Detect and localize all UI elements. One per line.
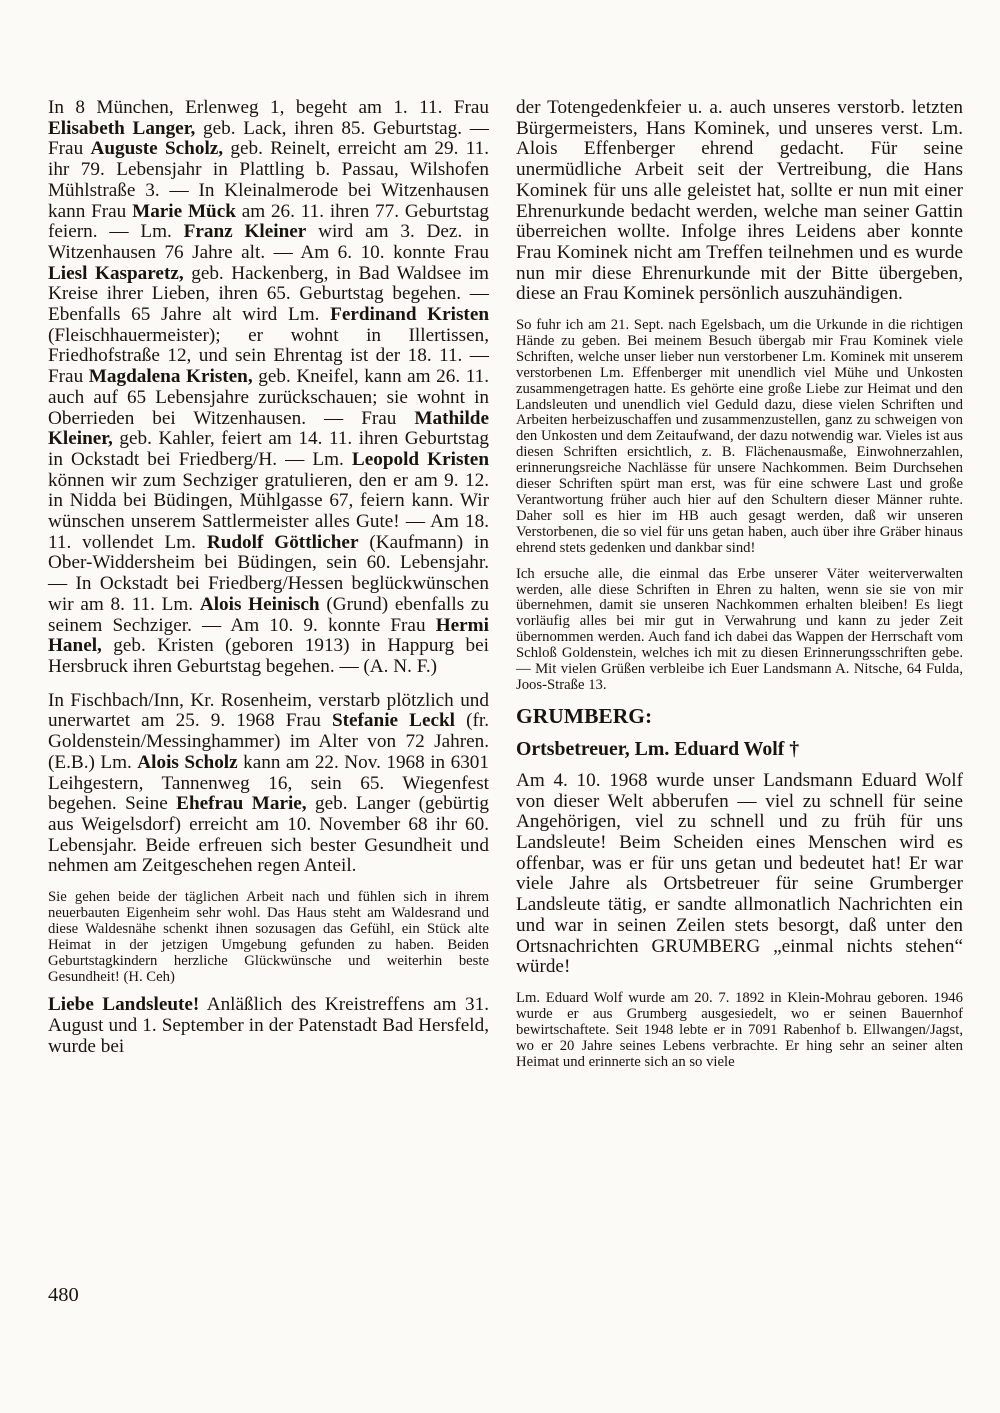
obituary-and-birthday-paragraph: In Fischbach/Inn, Kr. Rosenheim, verstarb plötzlich und unerwartet am 25. 9. 1968 Frau Stefanie Leckl (fr. Goldenstein/Messinghammer) im Alter von 72 Jahren. (E.B.) Lm. Alois Scholz kann am 22. Nov. 1968 in 6301 Leihgestern, Tannenweg 16, sein 65. Wiegenfest begehen. Seine Ehefrau Marie, geb. Langer (gebürtig aus Weigelsdorf) erreicht am 10. November 68 ihr 60. Lebensjahr. Beide erfreuen sich bester Gesundheit und nehmen am Zeitgeschehen regen Anteil. xyxy=(48,689,489,877)
grumberg-heading: GRUMBERG: xyxy=(516,703,653,728)
left-text-column xyxy=(48,98,489,1071)
memorial-ceremony-paragraph: der Totengedenkfeier u. a. auch unseres verstorb. letzten Bürgermeisters, Hans Kominek, und unseres verst. Lm. Alois Effenberger ehrend gedacht. Für seine unermüdliche Arbeit seit der Vertreibung, die Hans Kominek für uns alle geleistet hat, sollte er nun mit einer Ehrenurkunde bedacht werden, welche man seiner Gattin überreichen wollte. Infolge ihres Leidens aber konnte Frau Kominek nicht am Treffen teilnehmen und es wurde nun mir diese Ehrenurkunde mit der Bitte übergeben, diese an Frau Kominek persönlich auszuhändigen. xyxy=(516,97,963,305)
page-number: 480 xyxy=(48,1284,79,1306)
ortsbetreuer-subheading: Ortsbetreuer, Lm. Eduard Wolf † xyxy=(516,737,800,760)
egelsbach-visit-paragraph: So fuhr ich am 21. Sept. nach Egelsbach, um die Urkunde in die richtigen Hände zu geben. Bei meinem Besuch übergab mir Frau Kominek viele Schriften, welche unser lieber nun verstorbener Lm. Kominek mit unserem verstorbenen Lm. Effenberger mit unendlich viel Mühe und Unkosten zusammengetragen hatte. Es gehörte eine große Liebe zur Heimat und den Landsleuten und unendlich viel Geduld dazu, diese vielen Schriften und Arbeiten herbeizuschaffen und zusammenzustellen, ganz zu schweigen von den Unkosten und dem Zeitaufwand, der dazu notwendig war. Vieles ist aus diesen Schriften ersichtlich, z. B. Flächenausmaße, Einwohnerzahlen, erinnerungsreiche Nachlässe für unsere Nachkommen. Beim Durchsehen dieser Schriften spürt man erst, was für eine schwere Last und große Verantwortung früher auch hier auf den Schultern dieser Männer ruhte. Daher soll es hier im HB auch gesagt werden, daß wir unseren Verstorbenen, die so viel für uns getan haben, auch über ihre Gräber hinaus ehrend stets gedenken und dankbar sind! xyxy=(516,317,963,556)
birthday-announcements-paragraph: In 8 München, Erlenweg 1, begeht am 1. 11. Frau Elisabeth Langer, geb. Lack, ihren 85. Geburtstag. — Frau Auguste Scholz, geb. Reinelt, erreicht am 29. 11. ihr 79. Lebensjahr in Plattling b. Passau, Wilshofen Mühlstraße 3. — In Kleinalmerode bei Witzenhausen kann Frau Marie Mück am 26. 11. ihren 77. Geburtstag feiern. — Lm. Franz Kleiner wird am 3. Dez. in Witzenhausen 76 Jahre alt. — Am 6. 10. konnte Frau Liesl Kasparetz, geb. Hackenberg, in Bad Waldsee im Kreise ihrer Lieben, ihren 65. Geburtstag begehen. — Ebenfalls 65 Jahre alt wird Lm. Ferdinand Kristen (Fleischhauermeister); er wohnt in Illertissen, Friedhofstraße 12, und sein Ehrentag ist der 18. 11. — Frau Magdalena Kristen, geb. Kneifel, kann am 26. 11. auch auf 65 Lebensjahre zurückschauen; sie wohnt in Oberrieden bei Witzenhausen. — Frau Mathilde Kleiner, geb. Kahler, feiert am 14. 11. ihren Geburtstag in Ockstadt bei Friedberg/H. — Lm. Leopold Kristen können wir zum Sechziger gratulieren, den er am 9. 12. in Nidda bei Büdingen, Mühlgasse 67, feiern kann. Wir wünschen unserem Sattlermeister alles Gute! — Am 18. 11. vollendet Lm. Rudolf Göttlicher (Kaufmann) in Ober-Widdersheim bei Büdingen, sein 60. Lebensjahr. — In Ockstadt bei Friedberg/Hessen beglückwünschen wir am 8. 11. Lm. Alois Heinisch (Grund) ebenfalls zu seinem Sechziger. — Am 10. 9. konnte Frau Hermi Hanel, geb. Kristen (geboren 1913) in Happurg bei Hersbruck ihren Geburtstag begehen. — (A. N. F.) xyxy=(48,97,490,677)
liebe-landsleute-paragraph: Liebe Landsleute! Anläßlich des Kreistreffens am 31. August und 1. September in der Patenstadt Bad Hersfeld, wurde bei xyxy=(48,994,489,1057)
eduard-wolf-biography-paragraph: Lm. Eduard Wolf wurde am 20. 7. 1892 in Klein-Mohrau geboren. 1946 wurde er aus Grumberg ausgesiedelt, wo er seinen Bauernhof bewirtschaftete. Seit 1948 lebte er in 7091 Rabenhof b. Ellwangen/Jagst, wo er 20 Jahre seines Lebens verbrachte. Er hing sehr an seiner alten Heimat und erinnerte sich an so viele xyxy=(516,989,963,1070)
right-text-column xyxy=(516,98,963,1080)
eduard-wolf-obituary-paragraph: Am 4. 10. 1968 wurde unser Landsmann Eduard Wolf von dieser Welt abberufen — viel zu schnell für seine Angehörigen, viel zu schnell und zu früh für uns Landsleute! Beim Scheiden eines Menschen wird es offenbar, was er für uns getan und bedeutet hat! Er war viele Jahre als Ortsbetreuer für seine Grumberger Landsleute tätig, er sandte allmonatlich Nachrichten ein und war in seinen Zeilen stets besorgt, daß unter den Ortsnachrichten GRUMBERG „einmal nichts stehen“ würde! xyxy=(516,769,963,978)
congratulations-note-paragraph: Sie gehen beide der täglichen Arbeit nach und fühlen sich in ihrem neuerbauten Eigenheim sehr wohl. Das Haus steht am Waldesrand und diese Waldesnähe schenkt ihnen sozusagen das Gefühl, ein Stück alte Heimat in der jetzigen Umgebung gefunden zu haben. Beiden Geburtstagkindern herzliche Glückwünsche und weiterhin beste Gesundheit! (H. Ceh) xyxy=(48,889,489,985)
heritage-appeal-paragraph: Ich ersuche alle, die einmal das Erbe unserer Väter weiterverwalten werden, alle diese Schriften in Ehren zu halten, wenn sie sie von mir übernehmen, damit sie unseren Nachkommen erhalten bleiben! Es liegt vorläufig alles bei mir gut in Verwahrung und kann zu jeder Zeit übernommen werden. Auch fand ich dabei das Wappen der Herrschaft vom Schloß Goldenstein, welches ich mit zu diesen Erinnerungsschriften gebe. — Mit vielen Grüßen verbleibe ich Euer Landsmann A. Nitsche, 64 Fulda, Joos-Straße 13. xyxy=(516,565,963,693)
